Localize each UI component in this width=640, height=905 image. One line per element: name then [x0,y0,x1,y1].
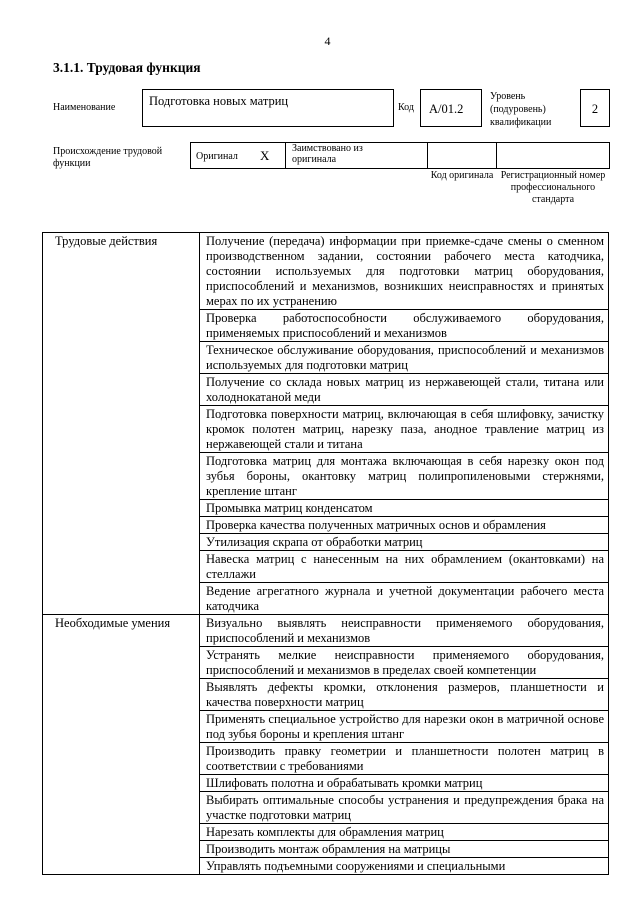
level-value-box [580,89,610,127]
name-label: Наименование [53,102,116,113]
table-row [43,233,609,310]
code-value: А/01.2 [429,102,464,116]
labor-action-item: Проверка работоспособности обслуживаемого оборудования, применяемых приспособлений и механизмов [200,310,609,342]
level-label: Уровень (подуровень) квалификации [490,91,552,128]
labor-action-item: Промывка матриц конденсатом [200,500,609,517]
labor-action-item: Получение (передача) информации при приемке-сдаче смены о сменном производственном задании, состоянии рабочего места катодчика, состоянии используемых для подготовки матриц оборудования, приспособлений и механизмов, возникших неисправностях и принятых мерах по их устранению [200,233,609,310]
name-value-box [142,89,394,127]
labor-action-item: Получение со склада новых матриц из нержавеющей стали, титана или холоднокатаной меди [200,374,609,406]
origin-label: Происхождение трудовой функции [53,146,163,169]
origin-code-cell [427,142,497,169]
page-number: 4 [324,34,331,48]
skill-item: Выбирать оптимальные способы устранения и предупреждения брака на участке подготовки матриц [200,792,609,824]
skill-item: Применять специальное устройство для нарезки окон в матричной основе под зубья бороны и крепления штанг [200,711,609,743]
skill-item: Производить монтаж обрамления на матрицы [200,841,609,858]
skill-item: Шлифовать полотна и обрабатывать кромки матриц [200,775,609,792]
labor-action-item: Проверка качества полученных матричных основ и обрамления [200,517,609,534]
skill-item: Устранять мелкие неисправности применяемого оборудования, приспособлений и механизмов в пределах своей компетенции [200,647,609,679]
code-original-label: Код оригинала [430,170,494,181]
skill-item: Нарезать комплекты для обрамления матриц [200,824,609,841]
labor-action-label: Трудовые действия [43,233,200,615]
skill-item: Управлять подъемными сооружениями и специальными [200,858,609,875]
labor-action-item: Подготовка поверхности матриц, включающая в себя шлифовку, зачистку кромок полотен матриц, нарезку паза, анодное травление матриц из нержавеющей стали и титана [200,406,609,453]
original-mark: X [260,148,270,163]
table-row [43,615,609,647]
labor-function-table [42,232,609,875]
level-value: 2 [591,102,599,116]
labor-action-item: Навеска матриц с нанесенным на них обрамлением (окантовками) на стеллажи [200,551,609,583]
section-title: 3.1.1. Трудовая функция [53,60,201,75]
origin-reg-cell [496,142,610,169]
labor-action-item: Подготовка матриц для монтажа включающая в себя нарезку окон под зубья бороны, окантовку матриц полипропиленовыми стержнями, крепление штанг [200,453,609,500]
code-label: Код [398,102,414,113]
labor-action-item: Ведение агрегатного журнала и учетной документации рабочего места катодчика [200,583,609,615]
skill-label: Необходимые умения [43,615,200,875]
skill-item: Производить правку геометрии и планшетности полотен матриц в соответствии с требованиями [200,743,609,775]
name-value: Подготовка новых матриц [149,94,289,108]
reg-number-label: Регистрационный номер профессионального стандарта [500,170,606,205]
labor-function-table-body [43,233,609,875]
code-value-box [420,89,482,127]
skill-item: Визуально выявлять неисправности применяемого оборудования, приспособлений и механизмов [200,615,609,647]
labor-action-item: Утилизация скрапа от обработки матриц [200,534,609,551]
borrowed-label: Заимствовано из оригинала [292,143,363,165]
skill-item: Выявлять дефекты кромки, отклонения размеров, планшетности и качества поверхности матриц [200,679,609,711]
original-label: Оригинал [196,151,238,162]
labor-action-item: Техническое обслуживание оборудования, приспособлений и механизмов используемых для подготовки матриц [200,342,609,374]
